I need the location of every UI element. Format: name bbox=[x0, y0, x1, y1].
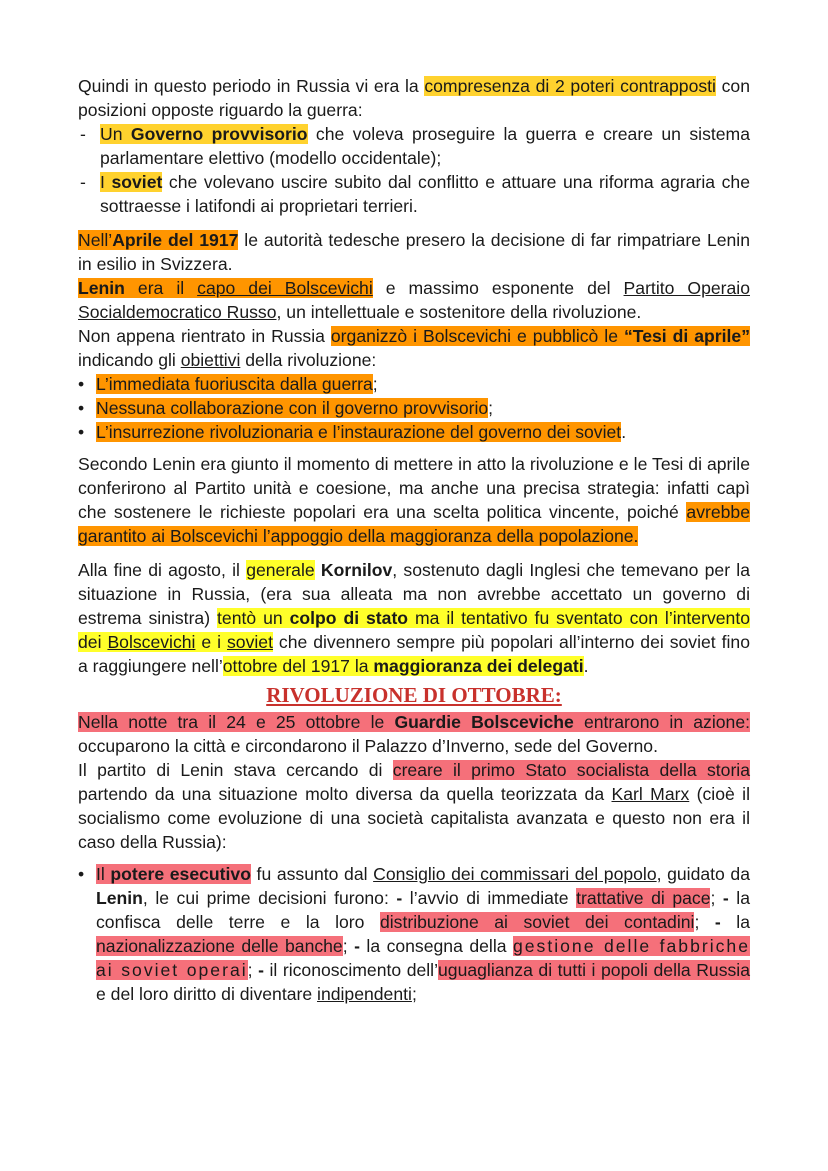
section-title: RIVOLUZIONE DI OTTOBRE: bbox=[266, 683, 562, 707]
highlight: nazionalizzazione delle banche bbox=[96, 936, 343, 956]
paragraph-kornilov: Alla fine di agosto, il generale Kornilov, sostenuto dagli Inglesi che temevano per la situazione in Russia, (era sua alleata ma non avrebbe accettato un governo di estrema sinistra) tentò un colpo di stato ma il tentativo fu sventato con l’intervento dei Bolscevichi e i soviet che divennero sempre più popolari all’interno dei soviet fino a raggiungere nell’ottobre del 1917 la maggioranza dei delegati. bbox=[78, 560, 750, 676]
paragraph-april-1917: Nell’Aprile del 1917 le autorità tedesche presero la decisione di far rimpatriare Lenin in esilio in Svizzera. bbox=[78, 230, 750, 274]
highlight: Il potere esecutivo bbox=[96, 864, 251, 884]
highlight: Un Governo provvisorio bbox=[100, 124, 308, 144]
highlight: ottobre del 1917 la maggioranza dei delegati bbox=[222, 656, 584, 676]
list-item: • L’insurrezione rivoluzionaria e l’instaurazione del governo dei soviet. bbox=[78, 420, 750, 444]
executive-list bbox=[78, 862, 750, 1006]
list-item: • Il potere esecutivo fu assunto dal Consiglio dei commissari del popolo, guidato da Lenin, le cui prime decisioni furono: - l’avvio di immediate trattative di pace; - la confisca delle terre e la loro distribuzione ai soviet dei contadini; - la nazionalizzazione delle banche; - la consegna della gestione delle fabbriche ai soviet operai; - il riconoscimento dell’uguaglianza di tutti i popoli della Russia e del loro diritto di diventare indipendenti; bbox=[78, 862, 750, 1006]
highlight: distribuzione ai soviet dei contadini bbox=[379, 912, 695, 932]
powers-list bbox=[78, 122, 750, 218]
list-item: - Un Governo provvisorio che voleva proseguire la guerra e creare un sistema parlamentare elettivo (modello occidentale); bbox=[78, 122, 750, 170]
highlight: avrebbe garantito ai Bolscevichi l’appoggio della maggioranza della popolazione. bbox=[78, 502, 750, 546]
highlight: L’insurrezione rivoluzionaria e l’instaurazione del governo dei soviet bbox=[96, 422, 622, 442]
highlight: organizzò i Bolscevichi e pubblicò le “Tesi di aprile” bbox=[330, 326, 750, 346]
document-page bbox=[78, 74, 750, 1006]
paragraph-two-powers: Quindi in questo periodo in Russia vi era la compresenza di 2 poteri contrapposti con posizioni opposte riguardo la guerra: bbox=[78, 76, 750, 120]
highlight: I soviet bbox=[100, 172, 163, 192]
paragraph-april-theses: Non appena rientrato in Russia organizzò i Bolscevichi e pubblicò le “Tesi di aprile” indicando gli obiettivi della rivoluzione: bbox=[78, 326, 750, 370]
highlight: gestione delle fabbriche ai soviet operai bbox=[96, 936, 750, 980]
highlight: Nella notte tra il 24 e 25 ottobre le Guardie Bolsceviche entrarono in azione: bbox=[78, 712, 751, 732]
paragraph-strategy: Secondo Lenin era giunto il momento di mettere in atto la rivoluzione e le Tesi di aprile conferirono al Partito unità e coesione, ma anche una precisa strategia: infatti capì che sostenere le richieste popolari era una scelta politica vincente, poiché avrebbe garantito ai Bolscevichi l’appoggio della maggioranza della popolazione. bbox=[78, 454, 750, 546]
highlight: tentò un colpo di stato ma il tentativo fu sventato con l’intervento dei Bolscevichi e i soviet bbox=[78, 608, 750, 652]
paragraph-lenin: Lenin era il capo dei Bolscevichi e massimo esponente del Partito Operaio Socialdemocratico Russo, un intellettuale e sostenitore della rivoluzione. bbox=[78, 278, 750, 322]
highlight: L’immediata fuoriuscita dalla guerra bbox=[96, 374, 373, 394]
highlight: compresenza di 2 poteri contrapposti bbox=[424, 76, 716, 96]
highlight: creare il primo Stato socialista della storia bbox=[392, 760, 750, 780]
highlight: trattative di pace bbox=[576, 888, 711, 908]
paragraph-socialist-state: Il partito di Lenin stava cercando di creare il primo Stato socialista della storia partendo da una situazione molto diversa da quella teorizzata da Karl Marx (cioè il socialismo come evoluzione di una società capitalista avanzata e questo non era il caso della Russia): bbox=[78, 760, 750, 852]
paragraph-october-night: Nella notte tra il 24 e 25 ottobre le Guardie Bolsceviche entrarono in azione: occuparono la città e circondarono il Palazzo d’Inverno, sede del Governo. bbox=[78, 712, 751, 756]
highlight: generale bbox=[246, 560, 315, 580]
list-item: • L’immediata fuoriuscita dalla guerra; bbox=[78, 372, 750, 396]
highlight: Nell’Aprile del 1917 bbox=[78, 230, 239, 250]
list-item: • Nessuna collaborazione con il governo provvisorio; bbox=[78, 396, 750, 420]
objectives-list bbox=[78, 372, 750, 444]
highlight: Lenin era il capo dei Bolscevichi bbox=[78, 278, 373, 298]
list-item: - I soviet che volevano uscire subito dal conflitto e attuare una riforma agraria che sottraesse i latifondi ai proprietari terrieri. bbox=[78, 170, 750, 218]
highlight: uguaglianza di tutti i popoli della Russia bbox=[438, 960, 750, 980]
highlight: Nessuna collaborazione con il governo provvisorio bbox=[96, 398, 489, 418]
